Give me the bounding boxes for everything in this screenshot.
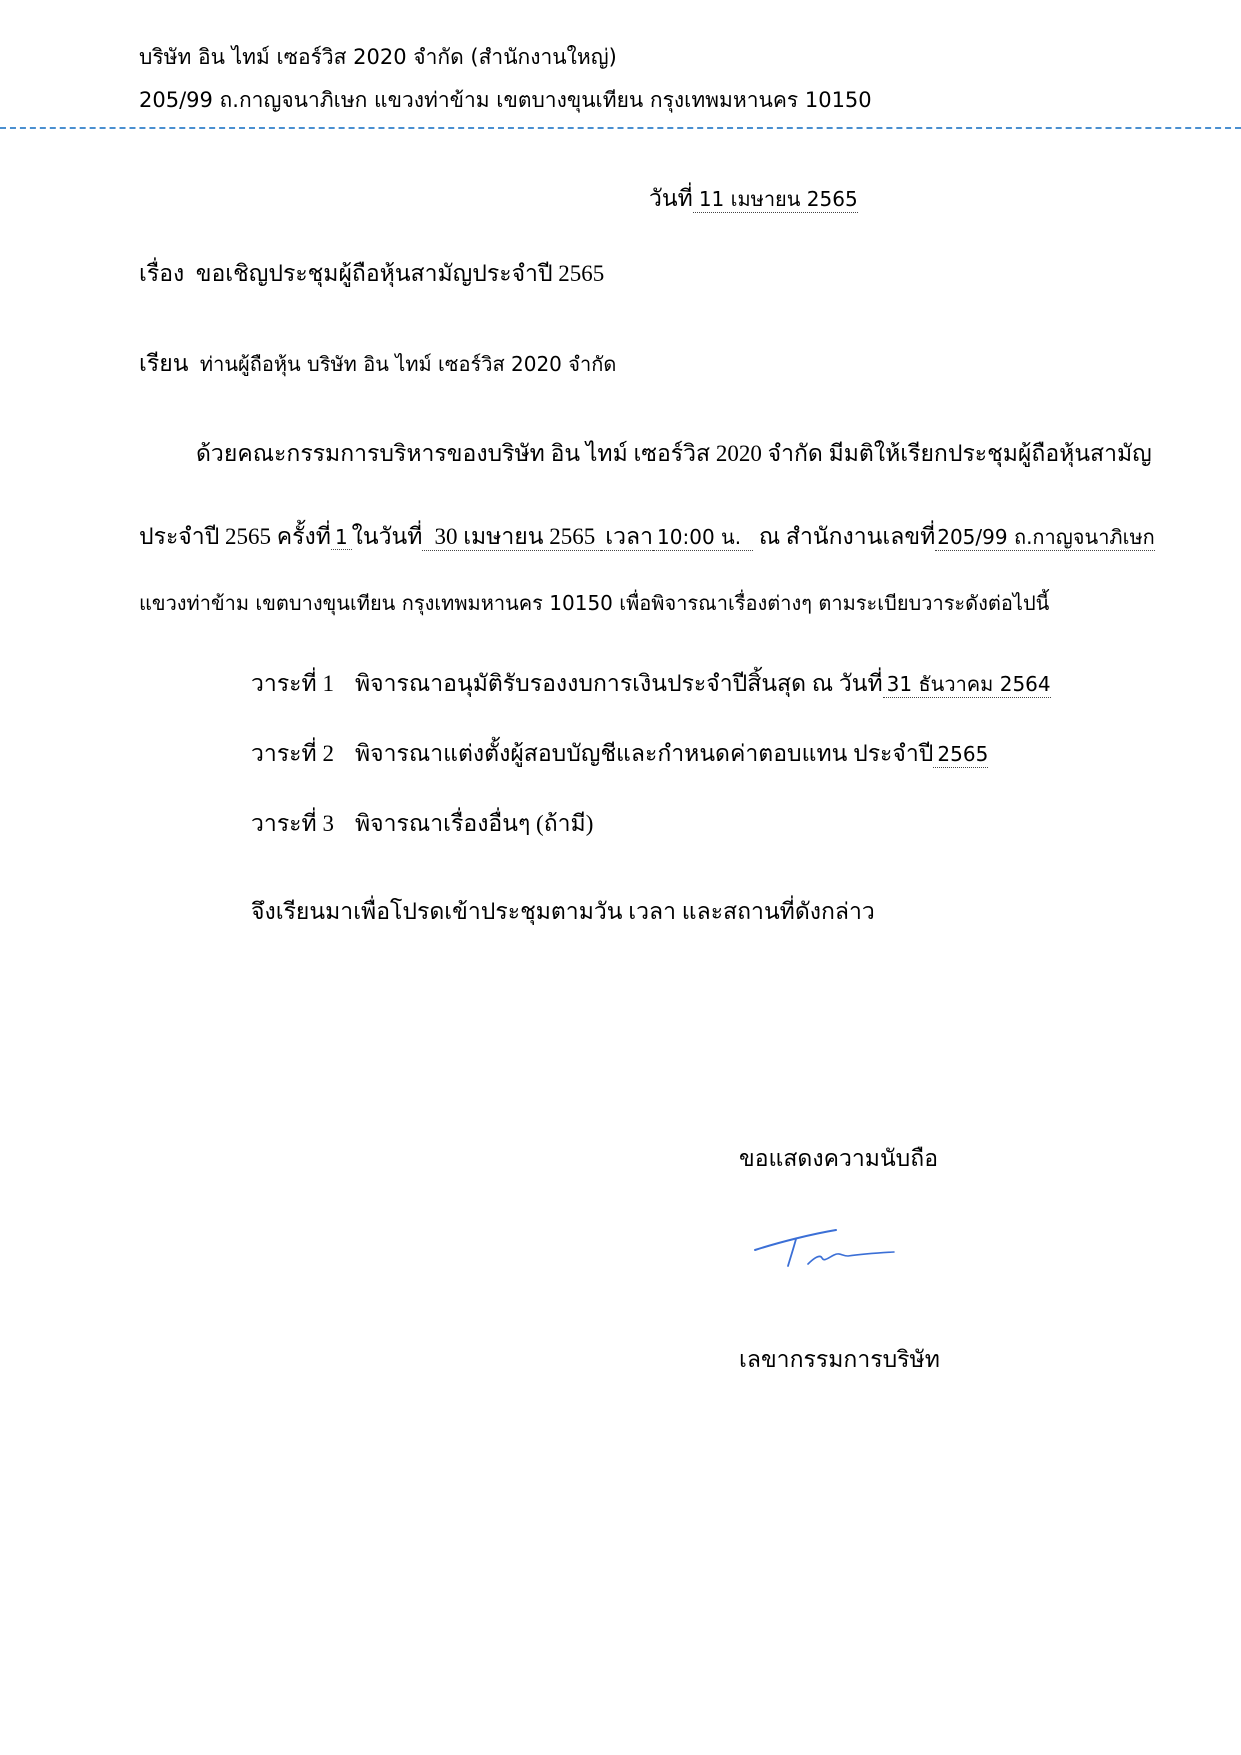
meeting-date-label: ในวันที่: [351, 524, 423, 549]
recipient-line: [139, 352, 616, 375]
body-line-2: [139, 525, 1155, 548]
meeting-time: 10:00 น.: [653, 525, 753, 551]
recipient-text: ท่านผู้ถือหุ้น บริษัท อิน ไทม์ เซอร์วิส 2020 จำกัด: [199, 352, 617, 376]
header-divider: [0, 127, 1241, 129]
agenda-item-3: [251, 812, 593, 835]
meeting-place-label: ณ สำนักงานเลขที่: [758, 524, 936, 549]
company-address: 205/99 ถ.กาญจนาภิเษก แขวงท่าข้าม เขตบางขุนเทียน กรุงเทพมหานคร 10150: [139, 88, 872, 112]
agenda-text: พิจารณาอนุมัติรับรองงบการเงินประจำปีสิ้นสุด ณ วันที่: [355, 671, 883, 696]
subject-label: เรื่อง: [139, 261, 185, 286]
agenda-item-1: [251, 672, 1051, 695]
closing-statement: จึงเรียนมาเพื่อโปรดเข้าประชุมตามวัน เวลา และสถานที่ดังกล่าว: [251, 899, 875, 924]
body-line-3: แขวงท่าข้าม เขตบางขุนเทียน กรุงเทพมหานคร 10150 เพื่อพิจารณาเรื่องต่างๆ ตามระเบียบวาระดังต่อไปนี้: [139, 591, 1050, 615]
meeting-number: 1: [331, 525, 352, 550]
date-label: วันที่: [649, 186, 693, 211]
date-value: 11 เมษายน 2565: [693, 187, 858, 213]
agenda-value: 2565: [933, 742, 988, 768]
signer-title: เลขากรรมการบริษัท: [739, 1347, 940, 1372]
agenda-text: พิจารณาเรื่องอื่นๆ (ถ้ามี): [355, 811, 594, 836]
agenda-text: พิจารณาแต่งตั้งผู้สอบบัญชีและกำหนดค่าตอบแทน ประจำปี: [355, 741, 934, 766]
recipient-label: เรียน: [139, 351, 189, 376]
subject-text: ขอเชิญประชุมผู้ถือหุ้นสามัญประจำปี 2565: [195, 261, 605, 286]
agenda-number: วาระที่ 3: [251, 811, 334, 836]
agenda-value: 31 ธันวาคม 2564: [883, 672, 1051, 698]
signature: [752, 1224, 912, 1289]
signature-mark: [752, 1224, 912, 1284]
meeting-date: 30 เมษายน 2565: [422, 524, 601, 551]
meeting-prefix: ประจำปี 2565 ครั้งที่: [139, 524, 331, 549]
agenda-number: วาระที่ 1: [251, 671, 334, 696]
company-name: บริษัท อิน ไทม์ เซอร์วิส 2020 จำกัด (สำนักงานใหญ่): [139, 45, 617, 69]
letter-date: [649, 187, 858, 210]
meeting-time-label: เวลา: [601, 524, 653, 551]
subject-line: [139, 262, 604, 285]
agenda-number: วาระที่ 2: [251, 741, 334, 766]
agenda-item-2: [251, 742, 988, 765]
office-address: 205/99 ถ.กาญจนาภิเษก: [937, 525, 1155, 549]
regards: ขอแสดงความนับถือ: [739, 1146, 939, 1171]
body-line-1: ด้วยคณะกรรมการบริหารของบริษัท อิน ไทม์ เซอร์วิส 2020 จำกัด มีมติให้เรียกประชุมผู้ถือหุ้นสามัญ: [196, 441, 1152, 466]
